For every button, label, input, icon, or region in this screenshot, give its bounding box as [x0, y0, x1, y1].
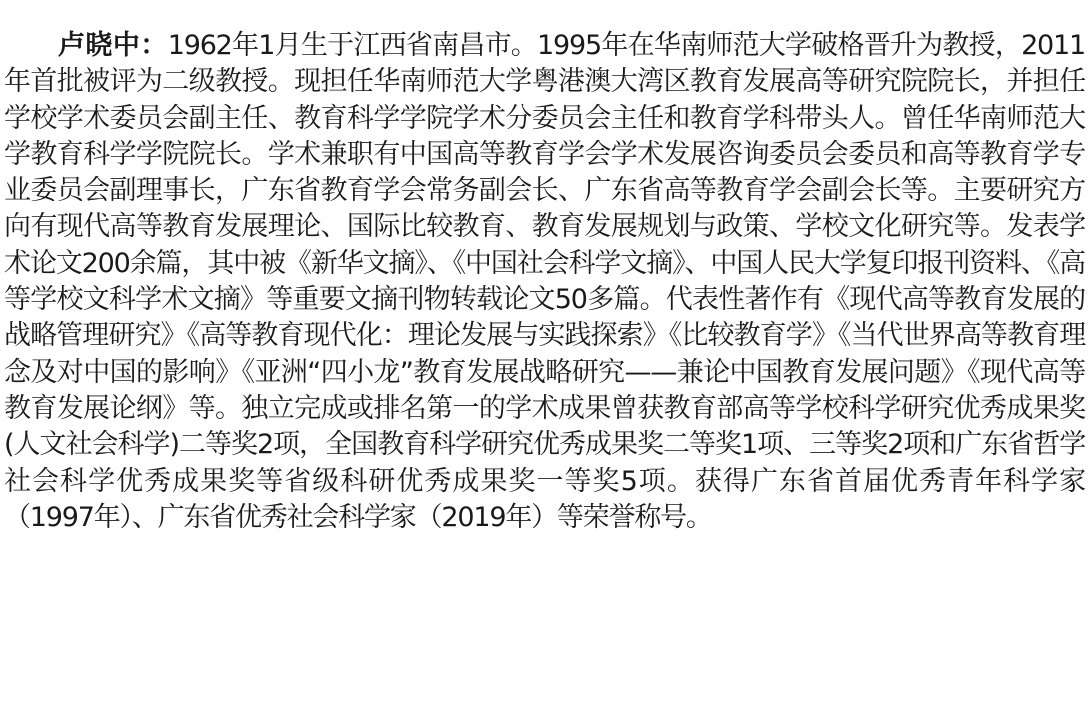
bio-text: 1962年1月生于江西省南昌市。1995年在华南师范大学破格晋升为教授，2011年首批被评为二级教授。现担任华南师范大学粤港澳大湾区教育发展高等研究院院长，并担任学校学术委员会副主任、教育科学学院学术分委员会主任和教育学科带头人。曾任华南师范大学教育科学学院院长。学术兼职有中国高等教育学会学术发展咨询委员会委员和高等教育学专业委员会副理事长，广东省教育学会常务副会长、广东省高等教育学会副会长等。主要研究方向有现代高等教育发展理论、国际比较教育、教育发展规划与政策、学校文化研究等。发表学术论文200余篇，其中被《新华文摘》、《中国社会科学文摘》、中国人民大学复印报刊资料、《高等学校文科学术文摘》等重要文摘刊物转载论文50多篇。代表性著作有《现代高等教育发展的战略管理研究》《高等教育现代化：理论发展与实践探索》《比较教育学》《当代世界高等教育理念及对中国的影响》《亚洲“四小龙”教育发展战略研究——兼论中国教育发展问题》《现代高等教育发展论纲》等。独立完成或排名第一的学术成果曾获教育部高等学校科学研究优秀成果奖(人文社会科学)二等奖2项，全国教育科学研究优秀成果奖二等奖1项、三等奖2项和广东省哲学社会科学优秀成果奖等省级科研优秀成果奖一等奖5项。获得广东省首届优秀青年科学家（1997年）、广东省优秀社会科学家（2019年）等荣誉称号。 — [4, 30, 1085, 533]
bio-paragraph — [4, 28, 1085, 536]
person-name: 卢晓中： — [58, 30, 168, 61]
